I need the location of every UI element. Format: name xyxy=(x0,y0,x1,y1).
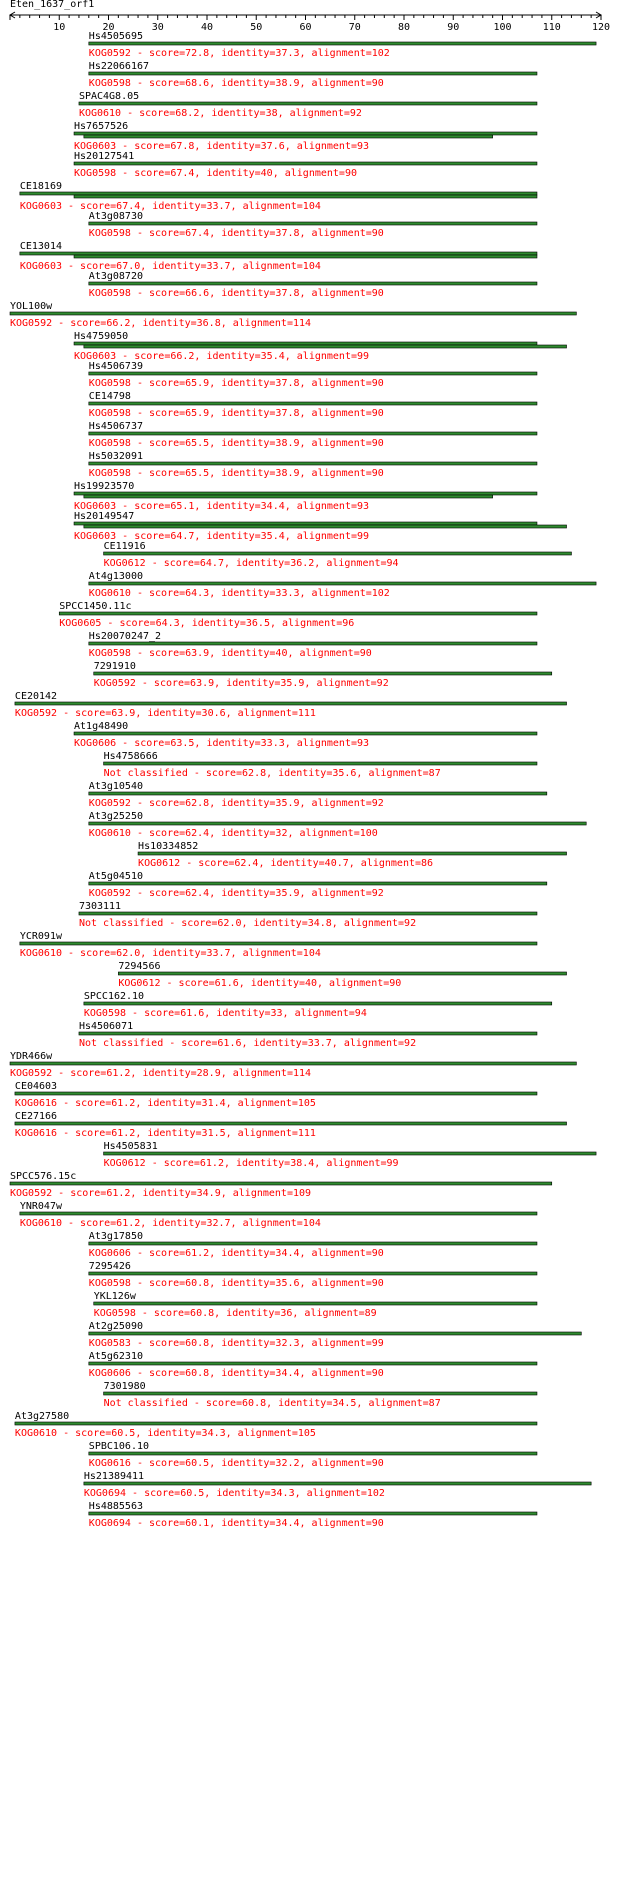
alignment-bar xyxy=(89,642,537,645)
alignment-bar xyxy=(15,702,567,705)
hit-info: KOG0606 - score=63.5, identity=33.3, alignment=93 xyxy=(74,738,370,749)
alignment-bar xyxy=(74,162,537,165)
alignment-bar xyxy=(84,1482,591,1485)
alignment-bar xyxy=(74,132,537,135)
alignment-bar xyxy=(84,345,567,348)
hit-name: Hs4505695 xyxy=(88,31,143,42)
hit-name: YCR091w xyxy=(19,931,63,942)
alignment-bar xyxy=(94,672,552,675)
alignment-bar xyxy=(15,1092,537,1095)
hit-info: KOG0592 - score=62.4, identity=35.9, alignment=92 xyxy=(88,888,384,899)
axis-tick-label: 20 xyxy=(102,22,115,33)
hit-info: KOG0694 - score=60.5, identity=34.3, alignment=102 xyxy=(83,1488,385,1499)
hit-name: 7294566 xyxy=(118,961,161,972)
hit-info: KOG0603 - score=66.2, identity=35.4, alignment=99 xyxy=(74,351,370,362)
alignment-bar xyxy=(94,1302,537,1305)
hit-name: Hs7657526 xyxy=(74,121,129,132)
alignment-bar xyxy=(74,342,537,345)
axis-tick-label: 100 xyxy=(493,22,512,33)
hit-name: Hs4506737 xyxy=(88,421,143,432)
alignment-bar xyxy=(74,732,537,735)
hit-name: CE13014 xyxy=(19,241,63,252)
hit-name: CE14798 xyxy=(88,391,131,402)
hit-info: KOG0603 - score=67.8, identity=37.6, alignment=93 xyxy=(74,141,370,152)
hit-info: KOG0610 - score=60.5, identity=34.3, alignment=105 xyxy=(14,1428,316,1439)
hit-info: KOG0598 - score=67.4, identity=37.8, alignment=90 xyxy=(88,228,384,239)
hit-info: KOG0592 - score=72.8, identity=37.3, alignment=102 xyxy=(88,48,390,59)
hit-name: At3g25250 xyxy=(88,811,143,822)
hit-info: KOG0612 - score=64.7, identity=36.2, alignment=94 xyxy=(103,558,399,569)
hit-name: Hs4758666 xyxy=(103,751,158,762)
alignment-bar xyxy=(20,192,537,195)
hit-info: KOG0605 - score=64.3, identity=36.5, alignment=96 xyxy=(59,618,355,629)
hit-name: Hs4759050 xyxy=(74,331,129,342)
alignment-bar xyxy=(89,222,537,225)
hit-name: At1g48490 xyxy=(74,721,129,732)
hit-name: Hs21389411 xyxy=(83,1471,145,1482)
hit-info: KOG0592 - score=63.9, identity=30.6, alignment=111 xyxy=(14,708,316,719)
hit-info: KOG0592 - score=61.2, identity=28.9, alignment=114 xyxy=(10,1068,312,1079)
alignment-bar xyxy=(79,102,537,105)
alignment-bar xyxy=(89,72,537,75)
hit-name: At5g62310 xyxy=(88,1351,143,1362)
alignment-bar xyxy=(20,1212,537,1215)
alignment-bar xyxy=(89,1452,537,1455)
hit-name: Hs20127541 xyxy=(74,151,135,162)
axis-tick-label: 10 xyxy=(53,22,66,33)
hit-name: CE20142 xyxy=(14,691,58,702)
hit-info: KOG0606 - score=60.8, identity=34.4, alignment=90 xyxy=(88,1368,384,1379)
hit-info: KOG0592 - score=61.2, identity=34.9, alignment=109 xyxy=(10,1188,312,1199)
alignment-bar xyxy=(10,312,576,315)
hit-info: KOG0598 - score=65.9, identity=37.8, alignment=90 xyxy=(88,378,384,389)
alignment-bar xyxy=(104,1152,597,1155)
hit-name: 7295426 xyxy=(88,1261,131,1272)
hit-name: At3g08720 xyxy=(88,271,143,282)
hit-info: KOG0592 - score=62.8, identity=35.9, alignment=92 xyxy=(88,798,384,809)
hit-info: Not classified - score=62.0, identity=34.8, alignment=92 xyxy=(78,918,417,929)
alignment-bar xyxy=(138,852,566,855)
hit-name: Hs22066167 xyxy=(88,61,150,72)
alignment-bar xyxy=(89,1332,582,1335)
hit-name: At3g08730 xyxy=(88,211,143,222)
alignment-bar xyxy=(79,1032,537,1035)
hit-name: Hs4505831 xyxy=(103,1141,158,1152)
hit-info: KOG0603 - score=64.7, identity=35.4, alignment=99 xyxy=(74,531,370,542)
alignment-bar xyxy=(74,522,537,525)
hit-name: SPCC1450.11c xyxy=(59,601,132,612)
alignment-bar xyxy=(84,1002,552,1005)
hit-name: Hs10334852 xyxy=(138,841,199,852)
hit-info: KOG0603 - score=67.4, identity=33.7, alignment=104 xyxy=(19,201,321,212)
axis-tick-label: 120 xyxy=(591,22,611,33)
hit-info: KOG0616 - score=61.2, identity=31.4, alignment=105 xyxy=(14,1098,316,1109)
hit-info: KOG0603 - score=67.0, identity=33.7, alignment=104 xyxy=(19,261,321,272)
hit-info: KOG0598 - score=60.8, identity=35.6, alignment=90 xyxy=(88,1278,384,1289)
hit-name: YDR466w xyxy=(10,1051,53,1062)
alignment-bar xyxy=(89,462,537,465)
alignment-bar xyxy=(10,1182,552,1185)
hit-name: CE11916 xyxy=(103,541,146,552)
axis-tick-label: 30 xyxy=(151,22,164,33)
hit-info: KOG0694 - score=60.1, identity=34.4, alignment=90 xyxy=(88,1518,384,1529)
axis-tick-label: 50 xyxy=(250,22,263,33)
hit-name: Hs20149547 xyxy=(74,511,135,522)
hit-name: Hs4506739 xyxy=(88,361,143,372)
alignment-bar xyxy=(84,135,493,138)
hit-info: Not classified - score=62.8, identity=35.6, alignment=87 xyxy=(103,768,441,779)
alignment-bar xyxy=(89,792,547,795)
alignment-bar xyxy=(118,972,566,975)
hit-name: CE27166 xyxy=(14,1111,58,1122)
hit-info: KOG0598 - score=65.5, identity=38.9, alignment=90 xyxy=(88,438,384,449)
alignment-bar xyxy=(89,402,537,405)
alignment-bar xyxy=(104,552,572,555)
hit-info: KOG0610 - score=61.2, identity=32.7, alignment=104 xyxy=(19,1218,321,1229)
alignment-bar xyxy=(74,492,537,495)
hit-info: KOG0583 - score=60.8, identity=32.3, alignment=99 xyxy=(88,1338,384,1349)
hit-name: CE04603 xyxy=(14,1081,58,1092)
alignment-bar xyxy=(59,612,537,615)
alignment-bar xyxy=(89,42,596,45)
hit-name: Hs4506071 xyxy=(78,1021,134,1032)
hit-info: KOG0616 - score=61.2, identity=31.5, alignment=111 xyxy=(14,1128,316,1139)
alignment-bar xyxy=(20,942,537,945)
hit-name: YNR047w xyxy=(19,1201,63,1212)
hit-name: At5g04510 xyxy=(88,871,143,882)
hit-info: KOG0592 - score=66.2, identity=36.8, alignment=114 xyxy=(10,318,312,329)
hit-name: At4g13000 xyxy=(88,571,143,582)
alignment-bar xyxy=(20,252,537,255)
alignment-bar xyxy=(89,1242,537,1245)
hit-info: KOG0598 - score=60.8, identity=36, alignment=89 xyxy=(93,1308,377,1319)
hit-info: KOG0598 - score=61.6, identity=33, alignment=94 xyxy=(83,1008,367,1019)
alignment-bar xyxy=(89,882,547,885)
hit-info: KOG0610 - score=64.3, identity=33.3, alignment=102 xyxy=(88,588,390,599)
alignment-bar xyxy=(84,495,493,498)
alignment-bar xyxy=(15,1122,567,1125)
axis-tick-label: 40 xyxy=(200,22,214,33)
hit-info: KOG0610 - score=62.0, identity=33.7, alignment=104 xyxy=(19,948,321,959)
hit-info: KOG0606 - score=61.2, identity=34.4, alignment=90 xyxy=(88,1248,384,1259)
hit-info: KOG0616 - score=60.5, identity=32.2, alignment=90 xyxy=(88,1458,384,1469)
hit-info: Not classified - score=61.6, identity=33.7, alignment=92 xyxy=(78,1038,417,1049)
hit-info: KOG0603 - score=65.1, identity=34.4, alignment=93 xyxy=(74,501,370,512)
hit-name: Hs20070247_2 xyxy=(88,631,162,642)
hit-info: KOG0598 - score=63.9, identity=40, alignment=90 xyxy=(88,648,372,659)
hit-name: At3g10540 xyxy=(88,781,143,792)
hit-info: KOG0598 - score=65.9, identity=37.8, alignment=90 xyxy=(88,408,384,419)
hit-name: SPBC106.10 xyxy=(88,1441,150,1452)
axis-tick-label: 80 xyxy=(397,22,411,33)
alignment-bar xyxy=(89,1272,537,1275)
query-title: Eten_1637_orf1 xyxy=(10,0,95,10)
alignment-bar xyxy=(79,912,537,915)
alignment-bar xyxy=(74,255,537,258)
axis-tick-label: 60 xyxy=(299,22,312,33)
hit-name: 7301980 xyxy=(103,1381,146,1392)
hit-name: 7303111 xyxy=(78,901,122,912)
hit-info: KOG0598 - score=68.6, identity=38.9, alignment=90 xyxy=(88,78,384,89)
hit-name: SPCC162.10 xyxy=(83,991,145,1002)
hit-info: KOG0612 - score=61.2, identity=38.4, alignment=99 xyxy=(103,1158,399,1169)
alignment-bar xyxy=(89,582,596,585)
alignment-bar xyxy=(104,762,537,765)
alignment-bar xyxy=(89,1512,537,1515)
hit-info: KOG0598 - score=65.5, identity=38.9, alignment=90 xyxy=(88,468,384,479)
hit-name: Hs19923570 xyxy=(74,481,135,492)
alignment-bar xyxy=(10,1062,576,1065)
alignment-bar xyxy=(89,1362,537,1365)
axis-tick-label: 70 xyxy=(348,22,361,33)
hit-info: KOG0592 - score=63.9, identity=35.9, alignment=92 xyxy=(93,678,389,689)
hit-name: YKL126w xyxy=(93,1291,136,1302)
hit-info: KOG0610 - score=62.4, identity=32, alignment=100 xyxy=(88,828,378,839)
axis-tick-label: 90 xyxy=(447,22,460,33)
hit-name: CE18169 xyxy=(19,181,63,192)
hit-name: YOL100w xyxy=(10,301,53,312)
alignment-bar xyxy=(89,282,537,285)
hit-info: KOG0598 - score=67.4, identity=40, alignment=90 xyxy=(74,168,357,179)
hit-name: SPCC576.15c xyxy=(10,1171,77,1182)
hit-name: Hs5032091 xyxy=(88,451,143,462)
alignment-bar xyxy=(15,1422,537,1425)
hit-name: 7291910 xyxy=(93,661,136,672)
hit-info: KOG0612 - score=62.4, identity=40.7, alignment=86 xyxy=(138,858,434,869)
alignment-bar xyxy=(89,822,586,825)
hit-name: Hs4885563 xyxy=(88,1501,143,1512)
axis-tick-label: 110 xyxy=(542,22,561,33)
hit-info: Not classified - score=60.8, identity=34.5, alignment=87 xyxy=(103,1398,441,1409)
hit-name: At3g17850 xyxy=(88,1231,143,1242)
hit-name: SPAC4G8.05 xyxy=(78,91,140,102)
alignment-bar xyxy=(89,372,537,375)
hit-info: KOG0610 - score=68.2, identity=38, alignment=92 xyxy=(78,108,362,119)
alignment-bar xyxy=(104,1392,537,1395)
hit-name: At3g27580 xyxy=(14,1411,70,1422)
alignment-bar xyxy=(89,432,537,435)
hit-info: KOG0612 - score=61.6, identity=40, alignment=90 xyxy=(118,978,402,989)
alignment-bar xyxy=(84,525,567,528)
hit-name: At2g25090 xyxy=(88,1321,143,1332)
alignment-bar xyxy=(74,195,537,198)
hit-info: KOG0598 - score=66.6, identity=37.8, alignment=90 xyxy=(88,288,384,299)
